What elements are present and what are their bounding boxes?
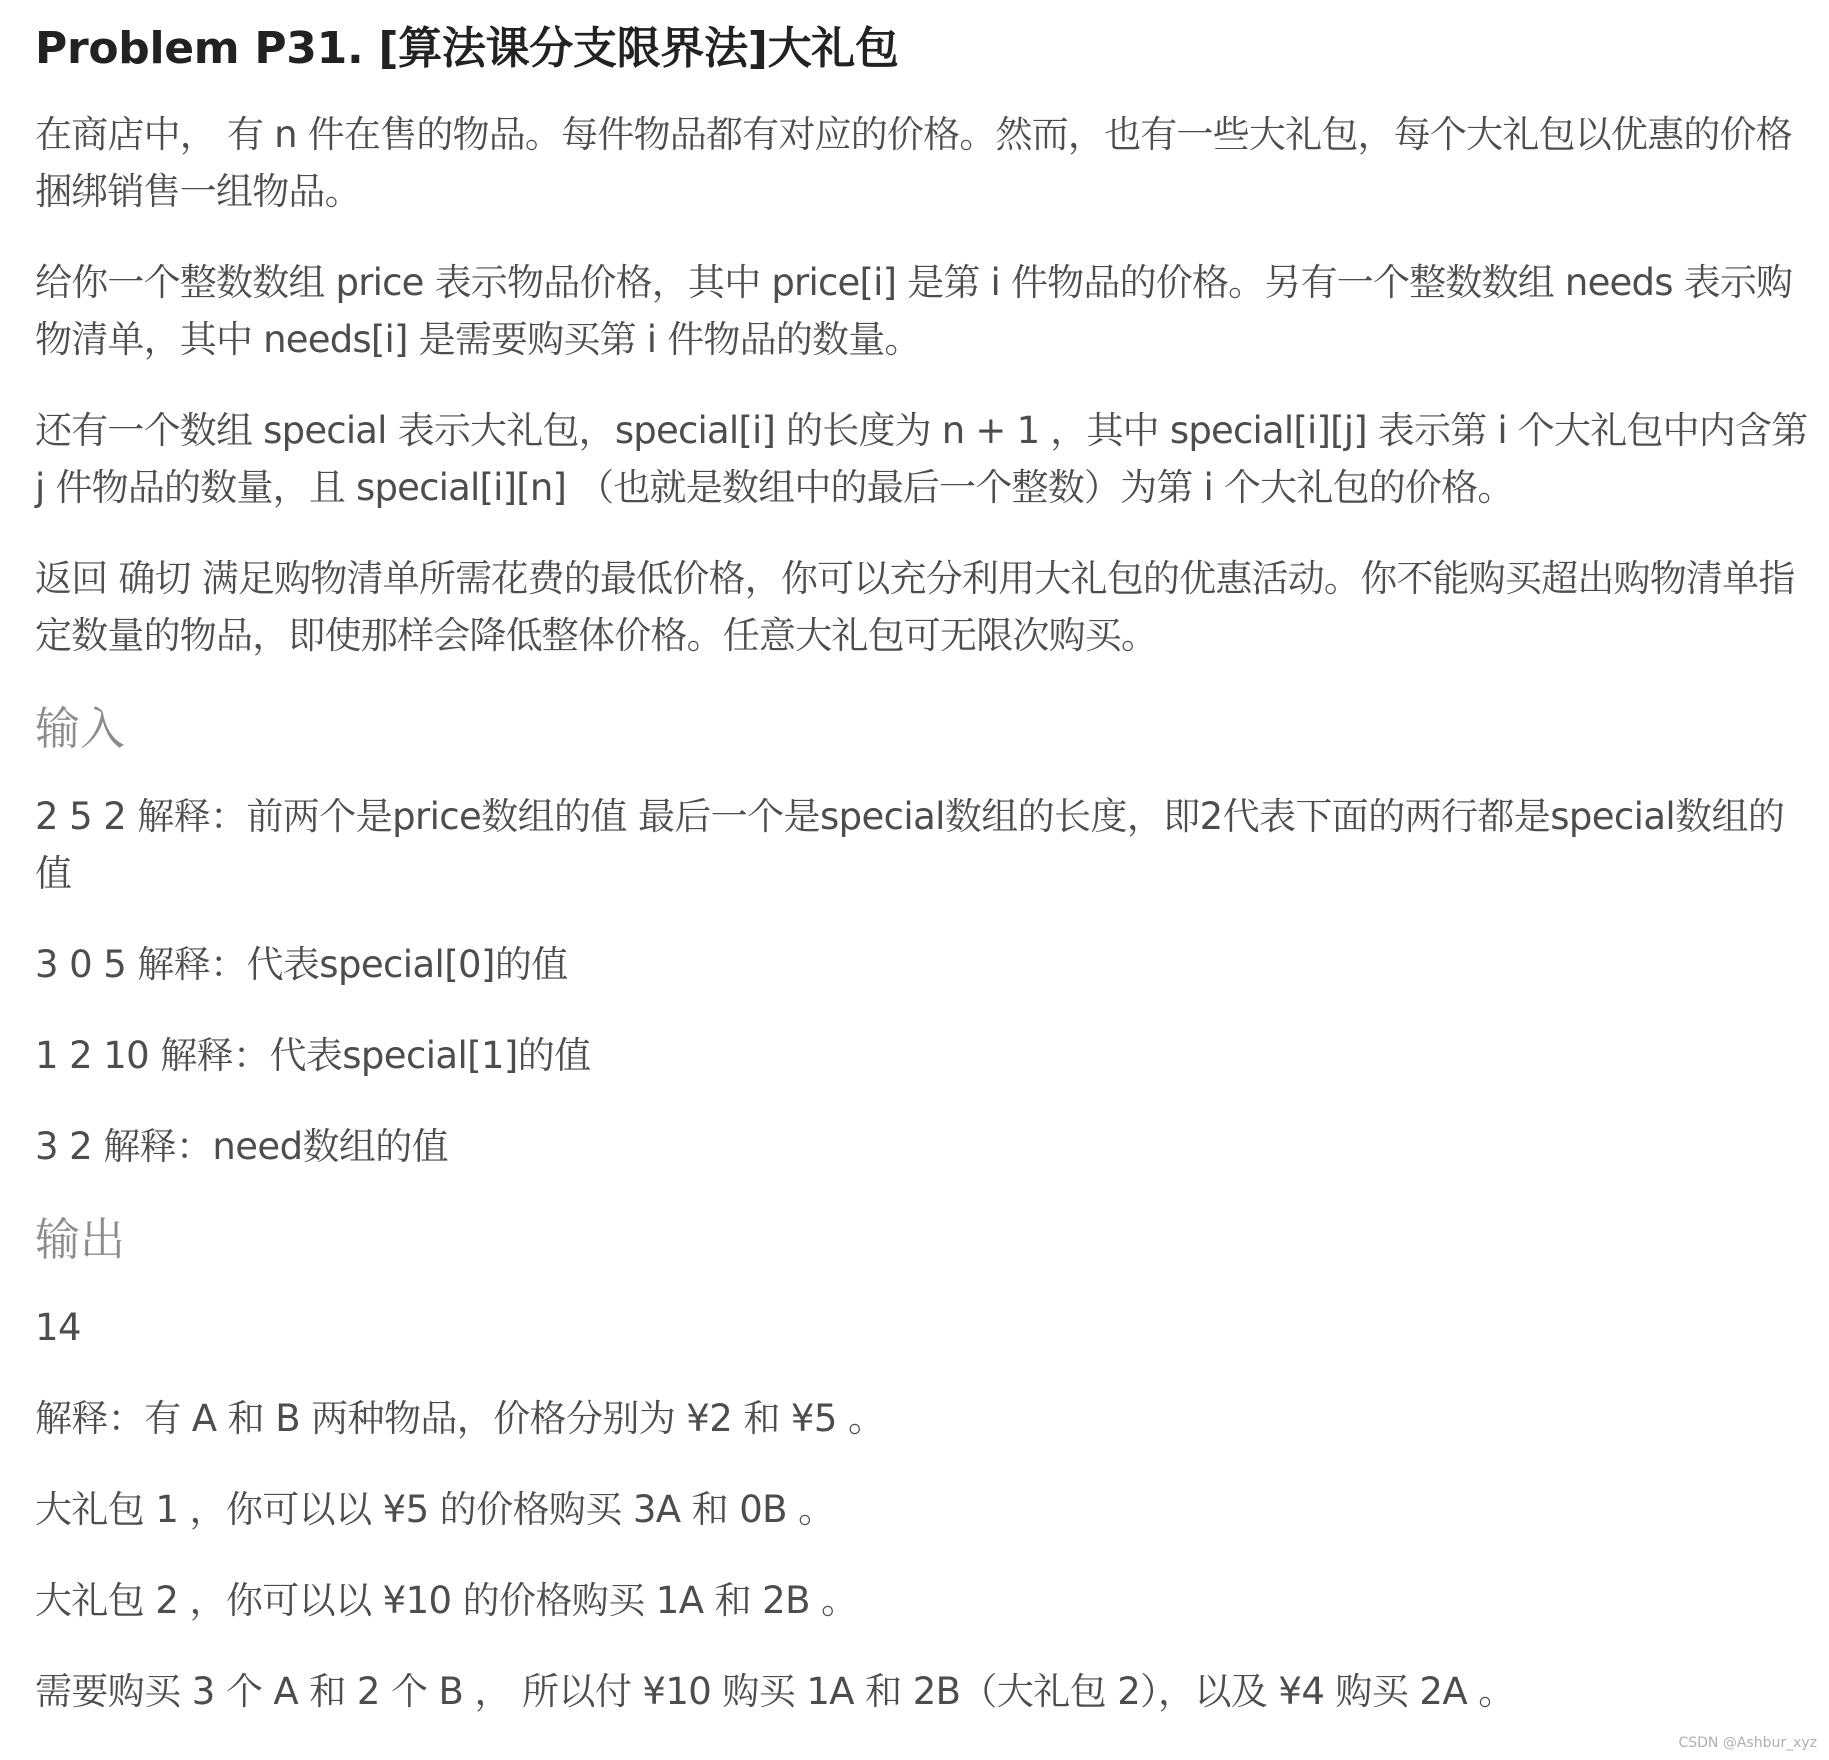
- output-line: 大礼包 2 ，你可以以 ¥10 的价格购买 1A 和 2B 。: [35, 1579, 858, 1622]
- output-section: [35, 1209, 1810, 1720]
- problem-page: [35, 20, 1810, 1754]
- input-line: 2 5 2 解释：前两个是price数组的值 最后一个是special数组的长度，即2代表下面的两行都是special数组的值: [35, 795, 1785, 895]
- output-line: 14: [35, 1306, 81, 1349]
- output-line: 大礼包 1 ，你可以以 ¥5 的价格购买 3A 和 0B 。: [35, 1488, 835, 1531]
- description-paragraph: 给你一个整数数组 price 表示物品价格，其中 price[i] 是第 i 件物品的价格。另有一个整数数组 needs 表示购物清单，其中 needs[i] 是需要购买第 i 件物品的数量。: [35, 261, 1793, 361]
- input-line: 3 2 解释：need数组的值: [35, 1125, 449, 1168]
- input-line: 3 0 5 解释：代表special[0]的值: [35, 943, 568, 986]
- problem-title: Problem P31. [算法课分支限界法]大礼包: [35, 23, 899, 74]
- description-paragraph: 返回 确切 满足购物清单所需花费的最低价格，你可以充分利用大礼包的优惠活动。你不能购买超出购物清单指定数量的物品，即使那样会降低整体价格。任意大礼包可无限次购买。: [35, 557, 1795, 657]
- output-line: 解释：有 A 和 B 两种物品，价格分别为 ¥2 和 ¥5 。: [35, 1397, 885, 1440]
- problem-description: [35, 106, 1810, 664]
- output-line: 需要购买 3 个 A 和 2 个 B ， 所以付 ¥10 购买 1A 和 2B（大礼包 2），以及 ¥4 购买 2A 。: [35, 1670, 1515, 1713]
- input-line: 1 2 10 解释：代表special[1]的值: [35, 1034, 591, 1077]
- input-heading: 输入: [35, 702, 126, 755]
- description-paragraph: 在商店中， 有 n 件在售的物品。每件物品都有对应的价格。然而，也有一些大礼包，每个大礼包以优惠的价格捆绑销售一组物品。: [35, 113, 1792, 213]
- watermark: CSDN @Ashbur_xyz: [1678, 1735, 1817, 1751]
- description-paragraph: 还有一个数组 special 表示大礼包，special[i] 的长度为 n + 1 ，其中 special[i][j] 表示第 i 个大礼包中内含第 j 件物品的数量，且 special[i][n] （也就是数组中的最后一个整数）为第 i 个大礼包的价格。: [35, 409, 1808, 509]
- input-section: [35, 698, 1810, 1175]
- output-heading: 输出: [35, 1213, 126, 1266]
